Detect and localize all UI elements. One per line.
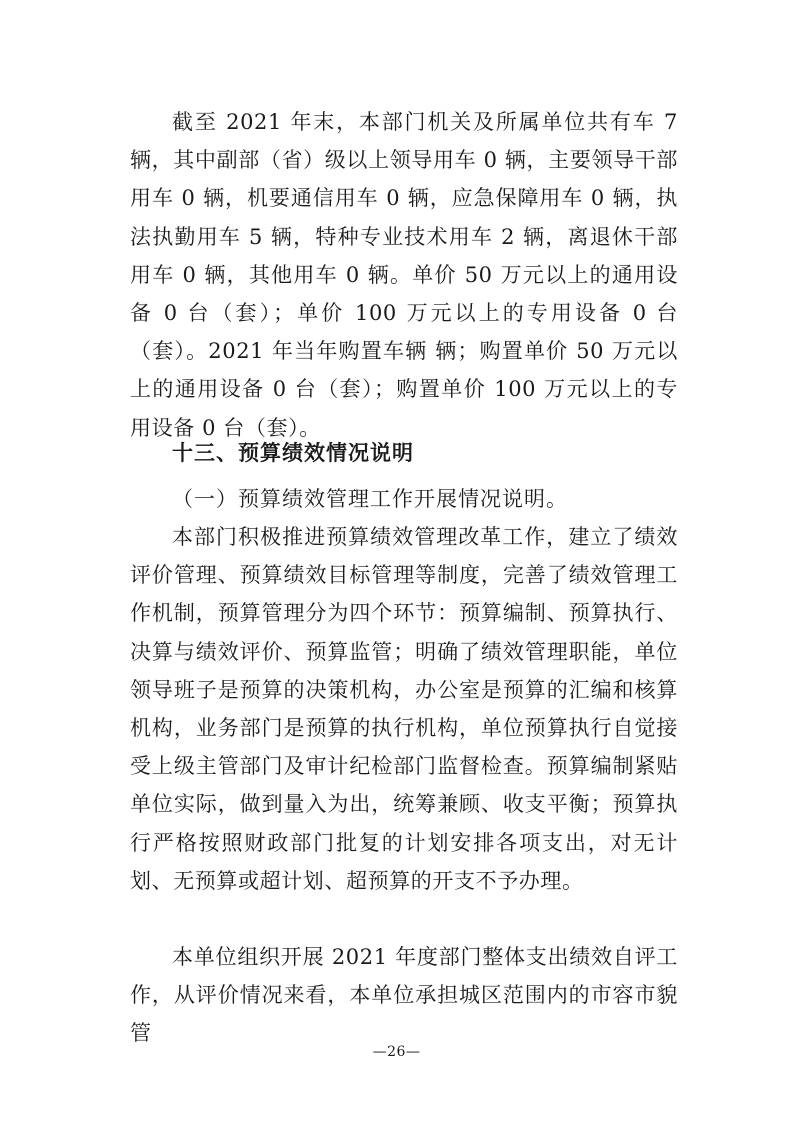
- section-heading: 十三、预算绩效情况说明: [172, 441, 414, 465]
- paragraph-vehicles-equipment: 截至 2021 年末，本部门机关及所属单位共有车 7 辆，其中副部（省）级以上领导用车 0 辆，主要领导干部用车 0 辆，机要通信用车 0 辆，应急保障用车 0 辆，执法执勤用车 5 辆，特种专业技术用车 2 辆，离退休干部用车 0 辆，其他用车 0 辆。单价 50 万元以上的通用设备 0 台（套）；单价 100 万元以上的专用设备 0 台（套）。2021 年当年购置车辆 辆；购置单价 50 万元以上的通用设备 0 台（套）；购置单价 100 万元以上的专用设备 0 台（套）。: [130, 110, 678, 440]
- subsection-heading: （一）预算绩效管理工作开展情况说明。: [172, 487, 568, 511]
- page-number: —26—: [372, 1044, 421, 1060]
- paragraph-self-evaluation: 本单位组织开展 2021 年度部门整体支出绩效自评工作，从评价情况来看，本单位承担城区范围内的市容市貌管: [130, 945, 678, 1046]
- paragraph-performance-management: 本部门积极推进预算绩效管理改革工作，建立了绩效评价管理、预算绩效目标管理等制度，完善了绩效管理工作机制，预算管理分为四个环节：预算编制、预算执行、决算与绩效评价、预算监管；明确了绩效管理职能，单位领导班子是预算的决策机构，办公室是预算的汇编和核算机构，业务部门是预算的执行机构，单位预算执行自觉接受上级主管部门及审计纪检部门监督检查。预算编制紧贴单位实际，做到量入为出，统筹兼顾、收支平衡；预算执行严格按照财政部门批复的计划安排各项支出，对无计划、无预算或超计划、超预算的开支不予办理。: [130, 525, 678, 893]
